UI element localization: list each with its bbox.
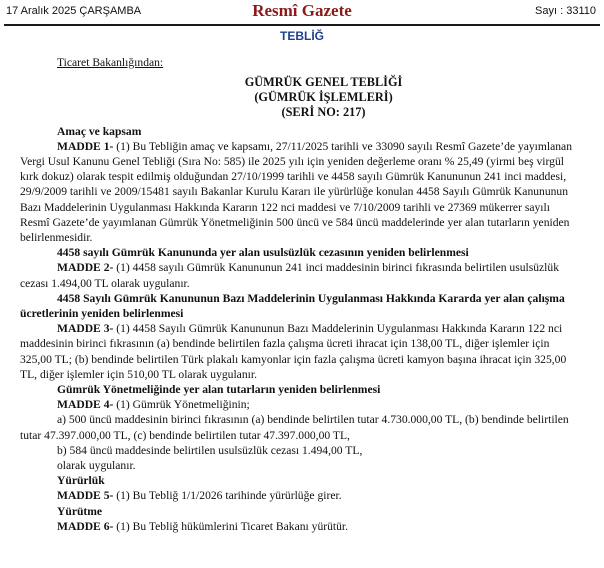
article-text: Bazı Maddelerinin Uygulanması Hakkında Kararın 122 nci maddesi ve 7/10/2009 tarihli ve 27369 mükerrer sayılı (20, 200, 550, 214)
article-text: Resmî Gazete’de yayımlanan Gümrük Yönetmeliğinin 500 üncü ve 584 üncü maddelerinde yer alan tutarların yeniden (20, 215, 570, 229)
article-text: belirlenmesidir. (20, 231, 93, 245)
article-3 (20, 321, 590, 382)
article-5 (57, 488, 590, 503)
title-line: (GÜMRÜK İŞLEMLERİ) (254, 90, 393, 104)
section-heading: 4458 Sayılı Gümrük Kanununun Bazı Maddelerinin Uygulanması Hakkında Kararda yer alan çalışma (57, 291, 565, 305)
article-4 (20, 397, 590, 473)
title-line: (SERİ NO: 217) (281, 104, 366, 119)
article-text: (1) Bu Tebliğin amaç ve kapsamı, 27/11/2025 tarihli ve 33090 sayılı Resmî Gazete’de yayımlanan (113, 139, 572, 153)
article-text: TL, diğer işlemler için 510,00 TL olarak uygulanır. (20, 367, 257, 381)
article-label: MADDE 3- (57, 322, 114, 336)
article-2 (20, 260, 590, 290)
article-text: Vergi Usul Kanunu Genel Tebliği (Sıra No: 585) ile 2025 yılı için yeniden değerleme oranı % 25,49 (yirmi beş virgül (20, 155, 564, 168)
article-text: (1) 4458 sayılı Gümrük Kanununun 241 inci maddesinin birinci fıkrasında belirtilen usulsüzlük (113, 261, 559, 275)
article-label: MADDE 6- (57, 519, 114, 533)
article-text: 29/9/2009 tarihli ve 2009/15481 sayılı Bakanlar Kurulu Kararı ile yürürlüğe konulan 4458 Sayılı Gümrük Kanununun (20, 185, 569, 199)
article-text: cezası 1.494,00 TL olarak uygulanır. (20, 276, 190, 290)
issuing-authority: Ticaret Bakanlığından: (57, 56, 164, 69)
document-body (20, 55, 590, 534)
document-type: TEBLİĞ (280, 29, 324, 43)
masthead (4, 0, 600, 26)
article-clause: a) 500 üncü maddesinin birinci fıkrasının (a) bendinde belirtilen tutar 4.730.000,00 TL, (b) bendinde belirtilen (57, 413, 569, 427)
section-heading: Gümrük Yönetmeliğinde yer alan tutarların yeniden belirlenmesi (57, 383, 381, 397)
communique-title (57, 75, 590, 119)
article-text: (1) Gümrük Yönetmeliğinin; (113, 398, 250, 412)
issue-date: 17 Aralık 2025 ÇARŞAMBA (6, 5, 142, 17)
article-label: MADDE 1- (57, 139, 114, 153)
article-clause: b) 584 üncü maddesinde belirtilen usulsüzlük cezası 1.494,00 TL, (57, 443, 363, 457)
article-text: tutar 47.397.000,00 TL, (c) bendinde belirtilen tutar 47.397.000,00 TL, (20, 428, 350, 442)
article-label: MADDE 5- (57, 489, 114, 503)
article-text: 325,00 TL; (b) bendinde belirtilen Türk plakalı kamyonlar için fazla çalışma ücreti kamyon başına ihracat için 325,00 (20, 352, 567, 366)
gazette-title: Resmî Gazete (252, 1, 352, 20)
article-1 (20, 139, 590, 245)
section-heading: Yürütme (57, 504, 103, 518)
article-label: MADDE 4- (57, 398, 114, 412)
article-text: (1) 4458 Sayılı Gümrük Kanununun Bazı Maddelerinin Uygulanması Hakkında Kararın 122 nci (113, 322, 563, 336)
issue-number: Sayı : 33110 (535, 5, 596, 17)
section-heading: Yürürlük (57, 474, 105, 488)
article-text: kırk dokuz) olarak tespit edilmiş olduğundan 27/10/1999 tarihli ve 4458 sayılı Gümrük Kanununun 241 inci maddesi, (20, 170, 567, 184)
section-heading: Amaç ve kapsam (57, 124, 142, 138)
article-label: MADDE 2- (57, 261, 114, 275)
article-text: maddesinin birinci fıkrasının (a) bendinde belirtilen fazla çalışma ücreti ihracat için 138,00 TL, diğer işlemler için (20, 337, 550, 351)
section-heading: 4458 sayılı Gümrük Kanununda yer alan usulsüzlük cezasının yeniden belirlenmesi (57, 246, 469, 260)
section-heading: ücretlerinin yeniden belirlenmesi (20, 307, 184, 321)
article-6 (57, 519, 590, 534)
title-line: GÜMRÜK GENEL TEBLİĞİ (244, 75, 403, 90)
article-text: (1) Bu Tebliğ 1/1/2026 tarihinde yürürlüğe girer. (113, 489, 342, 503)
article-text: olarak uygulanır. (57, 459, 136, 473)
article-text: (1) Bu Tebliğ hükümlerini Ticaret Bakanı yürütür. (113, 519, 349, 533)
